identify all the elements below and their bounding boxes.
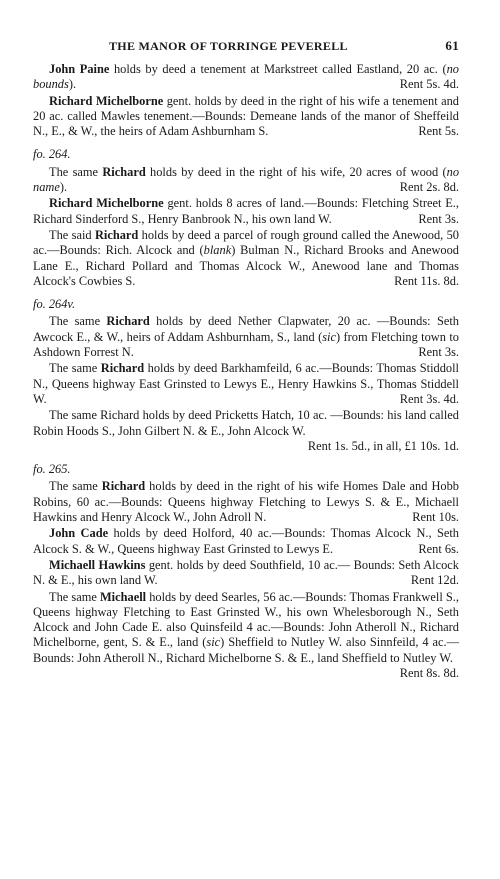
tenant-name: Richard	[100, 361, 145, 376]
page-number: 61	[445, 38, 459, 53]
rent-amount: Rent 8s. 8d.	[399, 665, 459, 680]
entry-lead: The same Richard	[49, 408, 140, 423]
holding-entry	[33, 361, 459, 407]
entry-lead: The same	[49, 589, 100, 604]
rent-amount: Rent 3s.	[418, 345, 459, 360]
tenant-name: John Cade	[49, 526, 109, 541]
rent-amount: Rent 3s.	[418, 211, 459, 226]
holding-entry	[33, 479, 459, 525]
entry-text: holds by deed in the right of his wife, 20 acres of wood (	[145, 164, 447, 179]
entry-lead: The same	[49, 479, 102, 494]
entry-text: holds by deed Searles, 56 ac.—Bounds: Thomas Frankwell S., Queens highway Fletching to East Grinsted W., his own Whelesborough N., Seth Alcock and John Cade E. also Quinsfeild 4 ac.—Bounds: John Atheroll N., Richard Michelborne, gent, S. & E., land (	[33, 589, 459, 650]
entry-text: holds by deed Holford, 40 ac.—Bounds: Thomas Alcock N., Seth Alcock S. & W., Queens highway East Grinsted to Lewys E.	[33, 526, 459, 556]
holding-entry	[33, 314, 459, 360]
entry-text: gent. holds 8 acres of land.—Bounds: Fletching Street E., Richard Sinderford S., Henry Banbrook N., his own land W.	[33, 196, 459, 226]
editorial-note: no bounds	[33, 62, 459, 92]
entry-lead: The same	[49, 361, 101, 376]
entry-lead: The same	[49, 164, 103, 179]
tenant-name: John Paine	[49, 62, 110, 76]
holding-entry	[33, 165, 459, 196]
tenant-name: Richard	[94, 227, 139, 242]
rent-amount: Rent 6s.	[418, 541, 459, 556]
tenant-name: Richard	[106, 314, 150, 329]
editorial-note: no name	[33, 164, 460, 195]
entry-text-cont: ).	[59, 180, 68, 195]
entry-lead: The said	[49, 227, 95, 242]
tenant-name: Richard	[102, 164, 146, 179]
tenant-name: Michaell Hawkins	[49, 557, 146, 572]
rent-amount: Rent 2s. 8d.	[399, 180, 459, 195]
entry-text-cont: ).	[68, 77, 77, 92]
holding-entry	[33, 62, 459, 93]
rent-amount: Rent 11s. 8d.	[394, 273, 459, 288]
entry-text: holds by deed a tenement at Markstreet called Eastland, 20 ac. (	[109, 62, 447, 76]
entry-text-cont: ) Bulman N., Richard Brooks and Anewood Lane E., Richard Pollard and Thomas Alcock W., Anewood lane and Thomas Alcock's Cowbies S.	[33, 243, 459, 288]
editorial-note: sic	[206, 635, 221, 650]
editorial-note: sic	[322, 329, 336, 344]
tenant-name: Michaell	[99, 589, 147, 604]
document-body	[33, 62, 459, 681]
entry-text: gent. holds by deed in the right of his wife a tenement and 20 ac. called Mawles tenement.—Bounds: Demeane lands of the manor of Sheffeild N., E., & W., the heirs of Adam Ashburnham S.	[33, 93, 460, 139]
tenant-name: Richard Michelborne	[49, 196, 164, 211]
running-header	[33, 38, 459, 54]
holding-entry	[33, 590, 459, 682]
entry-text: holds by deed a parcel of rough ground called the Anewood, 50 ac.—Bounds: Rich. Alcock and (	[33, 227, 459, 258]
holding-entry	[33, 408, 459, 454]
entry-lead: The same	[49, 314, 107, 329]
rent-amount: Rent 5s.	[418, 124, 459, 139]
rent-amount: Rent 12d.	[410, 573, 459, 588]
rent-amount: Rent 3s. 4d.	[399, 391, 459, 406]
folio-marker: fo. 265.	[33, 462, 71, 477]
entry-text: holds by deed Pricketts Hatch, 10 ac. —Bounds: his land called Robin Hoods S., John Gilbert N. & E., John Alcock W.	[33, 408, 459, 438]
entry-text: holds by deed in the right of his wife Homes Dale and Hobb Robins, 60 ac.—Bounds: Queens highway Fletching to Lewys S. & E., Michaell Hawkins and Henry Alcock W., John Adroll N.	[33, 479, 460, 525]
rent-amount: Rent 5s. 4d.	[399, 77, 459, 92]
entry-text: holds by deed Nether Clapwater, 20 ac. —Bounds: Seth Awcock E., & W., heirs of Addam Ashburnham, S., land (	[33, 314, 459, 344]
holding-entry	[33, 228, 459, 289]
entry-text-cont: ) Sheffield to Nutley W. also Sinnfeild, 4 ac.—Bounds: John Atheroll N., Richard Michelborne S. & E., land Sheffield to Nutley W.	[33, 635, 459, 665]
holding-entry	[33, 558, 459, 589]
folio-marker: fo. 264.	[33, 147, 71, 162]
holding-entry	[33, 196, 459, 227]
tenant-name: Richard Michelborne	[49, 93, 164, 108]
holding-entry	[33, 94, 459, 140]
entry-text: gent. holds by deed Southfield, 10 ac.— Bounds: Seth Alcock N. & E., his own land W.	[33, 557, 459, 588]
entry-text: holds by deed Barkhamfeild, 6 ac.—Bounds: Thomas Stiddoll N., Queens highway East Grinsted to Lewys E., Henry Hawkins S., Thomas Stiddell W.	[33, 361, 459, 406]
rent-amount: Rent 10s.	[412, 510, 459, 525]
running-title: THE MANOR OF TORRINGE PEVERELL	[109, 39, 348, 53]
editorial-note: blank	[203, 243, 232, 258]
rent-amount: Rent 1s. 5d., in all, £1 10s. 1d.	[307, 438, 459, 453]
holding-entry	[33, 526, 459, 557]
folio-marker: fo. 264v.	[33, 297, 76, 312]
entry-text-cont: ) from Fletching town to Ashdown Forrest N.	[33, 329, 459, 360]
tenant-name: Richard	[101, 479, 146, 494]
